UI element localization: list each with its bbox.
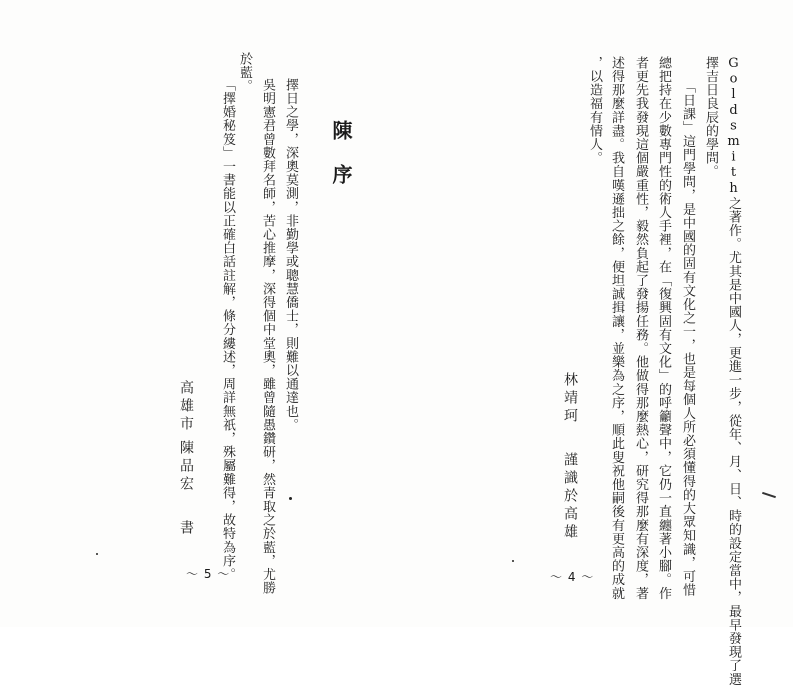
scan-streak (762, 492, 776, 498)
right-page-number: ～ 4 ～ (550, 570, 595, 584)
left-page-line-2: 吳明憲君曾數拜名師，苦心推摩，深得個中堂奧，雖曾隨愚鑽研，然青取之於藍，尤勝 (260, 78, 275, 595)
scan-speck (512, 560, 514, 562)
left-page-signature-closing: 書 (178, 520, 194, 538)
left-page-signature-place: 高雄市 (178, 380, 194, 434)
left-page-line-4: 「擇婚秘笈」一書能以正確白話註解，條分縷述，周詳無祇，殊屬難得，故特為序。 (220, 78, 235, 582)
left-page-number: ～ 5 ～ (186, 567, 231, 581)
right-page-line-6: 述得那麼詳盡。我自嘆遜拙之餘，便坦誠揖讓，並樂為之序，順此叟祝他嗣後有更高的成就 (609, 56, 624, 600)
right-page-line-5: 者更先我發現這個嚴重性，毅然負起了發揚任務。他做得那麼熱心，研究得那麼有深度，著 (633, 56, 648, 600)
right-page-line-7: ，以造福有情人。 (587, 56, 602, 165)
scan-speck (96, 553, 98, 555)
right-page-line-3: 「日課」這門學問，是中國的固有文化之一，也是每個人所必須懂得的大眾知識，可惜 (680, 80, 695, 597)
right-page-line-2: 擇吉日良辰的學問。 (703, 56, 718, 179)
left-page-title: 陳序 (329, 120, 353, 208)
right-page-signature-name: 林靖珂 (562, 372, 578, 426)
left-page-signature-name: 陳品宏 (178, 440, 194, 494)
scan-speck (289, 497, 292, 500)
right-page-line-1: Goldsmith之著作。尤其是中國人，更進一步，從年、月、日、時的設定當中，最早發現了選 (726, 56, 741, 686)
left-page-line-1: 擇日之學，深奧莫測，非勤學或聰慧僑士，則難以通達也。 (283, 78, 298, 432)
right-page-signature-closing: 謹識於高雄 (562, 452, 578, 542)
right-page-line-4: 總把持在少數專門性的術人手裡，在「復興固有文化」的呼籲聲中，它仍一直纏著小腳。作 (656, 56, 671, 600)
left-page-line-3: 於藍。 (237, 52, 252, 93)
